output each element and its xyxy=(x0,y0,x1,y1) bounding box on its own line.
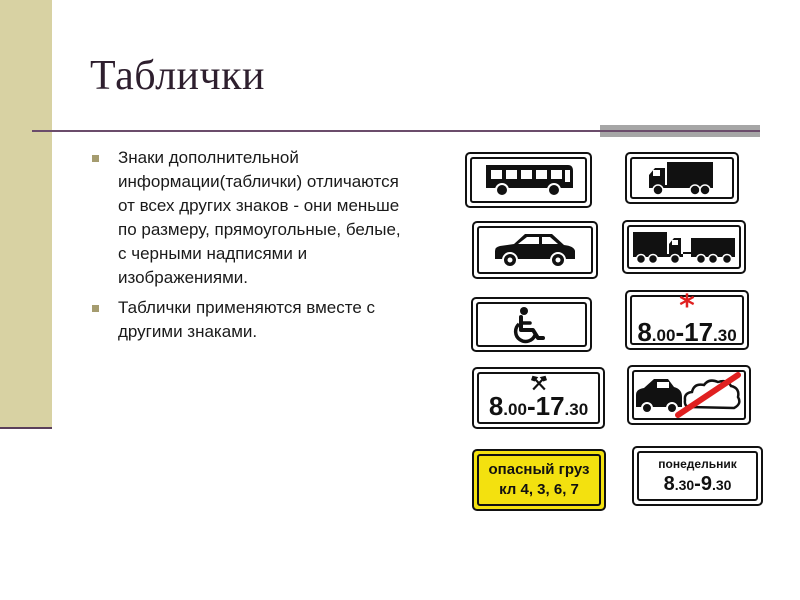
title-divider xyxy=(32,130,602,132)
time-dash: - xyxy=(526,391,536,421)
time-end-minutes: .30 xyxy=(713,325,737,345)
car-collision-crossed-icon xyxy=(634,371,744,419)
time-start-hours: 8 xyxy=(488,391,504,421)
title-divider-accent-line xyxy=(600,130,760,132)
sign-truck-trailer-frame xyxy=(627,225,741,269)
sign-time-snow xyxy=(625,290,749,350)
time-end-hours: 17 xyxy=(684,316,714,347)
time-end-minutes: .30 xyxy=(564,400,589,419)
dangerous-cargo-title: опасный груз xyxy=(488,461,590,478)
time-start-minutes: .00 xyxy=(651,325,676,345)
sign-bus-frame xyxy=(470,157,587,203)
time-start-minutes: .30 xyxy=(674,476,695,493)
sign-time-hammers xyxy=(472,367,605,429)
time-end-hours: 9 xyxy=(700,472,712,495)
time-start-hours: 8 xyxy=(663,472,675,495)
time-end-hours: 17 xyxy=(535,391,565,421)
bullet-list xyxy=(92,146,402,350)
sign-weekday-time xyxy=(632,446,763,506)
time-dash: - xyxy=(675,316,685,347)
slide-title: Таблички xyxy=(90,53,266,99)
time-range xyxy=(489,391,588,422)
bus-icon xyxy=(482,161,576,199)
sign-truck-frame xyxy=(630,157,734,199)
sign-truck xyxy=(625,152,739,204)
sign-time-hammers-frame xyxy=(477,372,600,424)
side-band-underline xyxy=(0,427,52,429)
time-range xyxy=(637,317,736,348)
bullet-item xyxy=(92,146,402,290)
time-end-minutes: .30 xyxy=(711,476,732,493)
bullet-text: Знаки дополнительной информации(таблички) отличаются от всех других знаков - они меньше по размеру, прямоугольные, белые, с черными надписями и изображениями. xyxy=(118,148,401,287)
sign-dangerous-cargo xyxy=(472,449,606,511)
square-bullet-icon xyxy=(92,155,99,162)
truck-with-trailer-icon xyxy=(629,228,739,266)
sign-car xyxy=(472,221,598,279)
time-dash: - xyxy=(694,472,701,495)
sign-car-collision-crossed-frame xyxy=(632,370,746,420)
asterisk-icon: * xyxy=(679,288,695,324)
sign-time-snow-frame xyxy=(630,288,744,347)
car-icon xyxy=(492,229,578,271)
sign-disabled-frame xyxy=(476,302,587,347)
bullet-item xyxy=(92,296,402,344)
sign-bus xyxy=(465,152,592,208)
sign-weekday-time-frame xyxy=(637,451,758,501)
time-range xyxy=(664,473,732,496)
sign-car-collision-crossed xyxy=(627,365,751,425)
sign-truck-trailer xyxy=(622,220,746,274)
sign-car-frame xyxy=(477,226,593,274)
sign-disabled xyxy=(471,297,592,352)
side-decoration-band xyxy=(0,0,52,427)
bullet-text: Таблички применяются вместе с другими знаками. xyxy=(118,298,376,341)
time-start-hours: 8 xyxy=(637,316,652,347)
time-start-minutes: .00 xyxy=(503,400,527,419)
truck-icon xyxy=(647,159,717,197)
wheelchair-icon xyxy=(513,306,551,344)
crossed-hammers-icon xyxy=(526,375,552,391)
weekday-label: понедельник xyxy=(658,456,737,471)
dangerous-cargo-classes: кл 4, 3, 6, 7 xyxy=(499,481,579,498)
square-bullet-icon xyxy=(92,305,99,312)
sign-dangerous-cargo-frame xyxy=(477,454,601,506)
